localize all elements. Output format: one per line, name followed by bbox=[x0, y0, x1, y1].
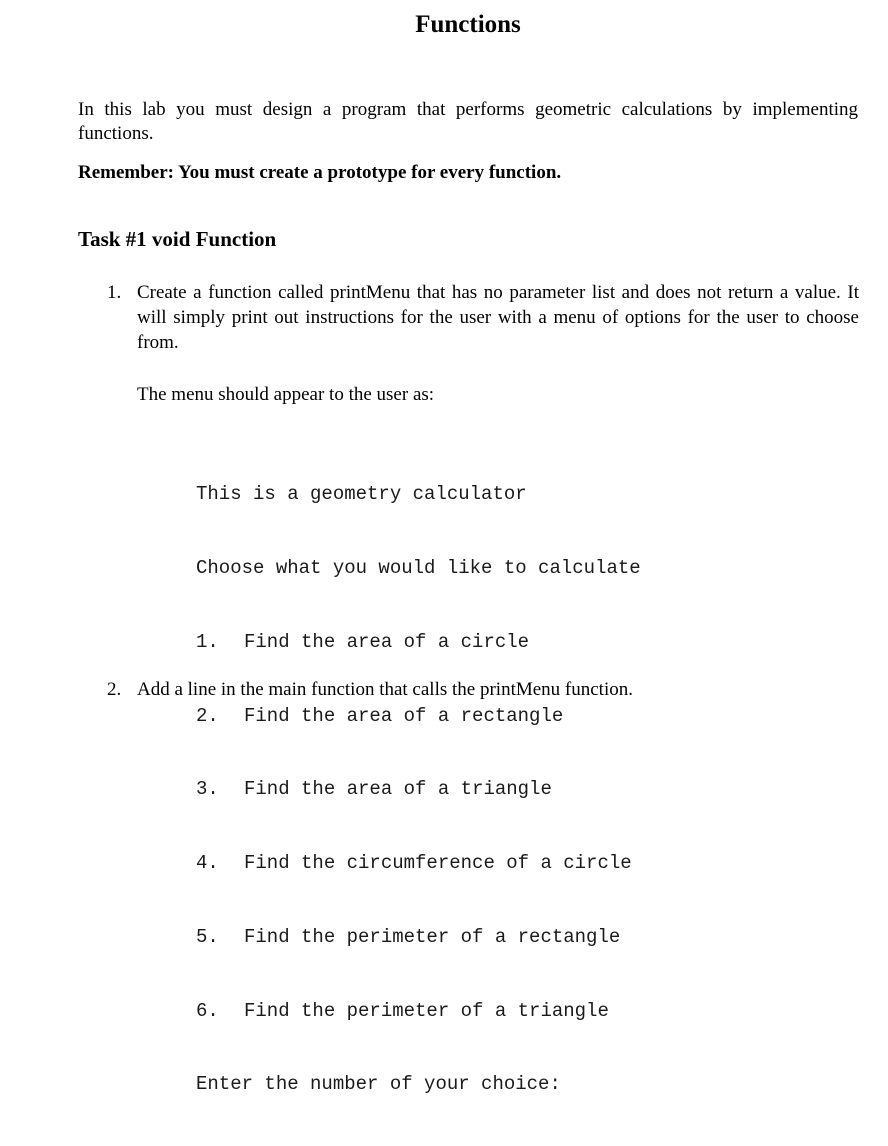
menu-option-line bbox=[196, 999, 641, 1024]
menu-option-number: 5. bbox=[196, 925, 219, 948]
list-item-text: Add a line in the main function that calls the printMenu function. bbox=[137, 679, 633, 700]
menu-option-number: 3. bbox=[196, 778, 219, 801]
menu-option-line bbox=[196, 925, 641, 950]
page-title: Functions bbox=[415, 11, 521, 38]
menu-option-number: 6. bbox=[196, 999, 219, 1022]
menu-option-label: Find the circumference of a circle bbox=[244, 852, 632, 875]
menu-header-line: This is a geometry calculator bbox=[196, 483, 527, 506]
menu-option-number: 4. bbox=[196, 852, 219, 875]
menu-option-label: Find the area of a triangle bbox=[244, 778, 552, 801]
list-item-text: Create a function called printMenu that has no parameter list and does not return a value. It will simply print out instructions for the user with a menu of options for the user to choose from. bbox=[137, 282, 859, 353]
menu-header-line: Choose what you would like to calculate bbox=[196, 556, 641, 579]
list-item bbox=[107, 280, 859, 356]
task-heading: Task #1 void Function bbox=[78, 227, 277, 251]
menu-option-line bbox=[196, 851, 641, 876]
menu-option-label: Find the area of a rectangle bbox=[244, 704, 564, 727]
list-item bbox=[107, 677, 859, 703]
menu-intro-text: The menu should appear to the user as: bbox=[137, 384, 435, 405]
intro-paragraph: In this lab you must design a program that performs geometric calculations by implementing functions. bbox=[78, 99, 858, 144]
menu-option-label: Find the perimeter of a rectangle bbox=[244, 925, 621, 948]
menu-prompt-line: Enter the number of your choice: bbox=[196, 1073, 561, 1096]
menu-option-label: Find the perimeter of a triangle bbox=[244, 999, 609, 1022]
menu-option-line bbox=[196, 777, 641, 802]
list-item-number: 2. bbox=[107, 679, 122, 700]
menu-option-line bbox=[196, 630, 641, 655]
menu-code-block bbox=[196, 433, 641, 1146]
remember-note: Remember: You must create a prototype for every function. bbox=[78, 162, 562, 183]
menu-option-label: Find the area of a circle bbox=[244, 630, 530, 653]
menu-option-number: 1. bbox=[196, 630, 219, 653]
list-item-number: 1. bbox=[107, 282, 122, 303]
menu-option-number: 2. bbox=[196, 704, 219, 727]
